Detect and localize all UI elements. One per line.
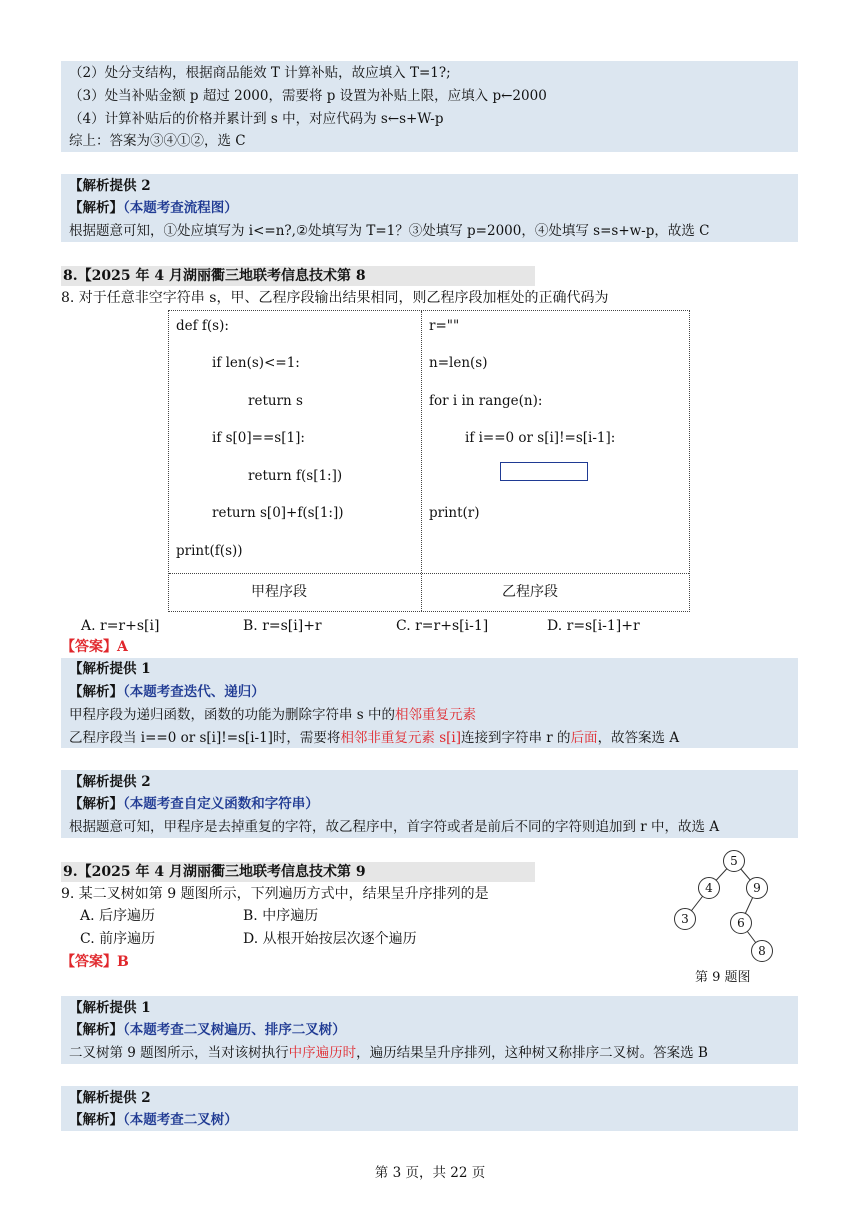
text-span: ，遍历结果呈升序排列，这种树又称排序二叉树。答案选 B (356, 1045, 708, 1061)
solution-line: 综上：答案为③④①②，选 C (69, 133, 246, 149)
tree-node: 9 (746, 877, 768, 899)
solution-line: （2）处分支结构，根据商品能效 T 计算补贴，故应填入 T=1?; (69, 65, 451, 81)
question-8-text: 8. 对于任意非空字符串 s，甲、乙程序段输出结果相同，则乙程序段加框处的正确代码为 (61, 290, 609, 306)
text-span: 二叉树第 9 题图所示，当对该树执行 (69, 1045, 289, 1061)
question-8-header: 8.【2025 年 4 月湖丽衢三地联考信息技术第 8 (61, 266, 535, 286)
q8-solution-1 (61, 658, 798, 748)
solution-label-line (69, 1021, 346, 1039)
page-footer: 第 3 页，共 22 页 (374, 1165, 486, 1181)
solution-line (69, 729, 679, 747)
left-code-line: if len(s)<=1: (212, 355, 300, 371)
tree-node: 6 (730, 912, 752, 934)
text-span: 甲程序段为递归函数，函数的功能为删除字符串 s 中的 (69, 707, 396, 723)
solution-label-line (69, 1111, 238, 1129)
solution-line (69, 1044, 708, 1062)
solution-topic: （本题考查二叉树遍历、排序二叉树） (123, 1022, 346, 1038)
solution-label: 【解析】 (69, 1112, 123, 1128)
text-span: 连接到字符串 r 的 (461, 730, 571, 746)
solution-label: 【解析】 (69, 684, 123, 700)
binary-tree-figure (668, 846, 778, 966)
text-span: 乙程序段当 i==0 or s[i]!=s[i-1]时，需要将 (69, 730, 341, 746)
q9-solution-2 (61, 1086, 798, 1131)
solution-label-line (69, 683, 265, 701)
solution-topic: （本题考查流程图） (123, 200, 238, 216)
option-b: B. 中序遍历 (243, 908, 319, 924)
left-code-line: print(f(s)) (176, 543, 243, 559)
left-code-line: return s (248, 393, 303, 409)
option-b: B. r=s[i]+r (243, 618, 322, 634)
solution-line: （4）计算补贴后的价格并累计到 s 中，对应代码为 s←s+W-p (69, 111, 444, 127)
solution-topic: （本题考查自定义函数和字符串） (123, 796, 319, 812)
code-table (168, 310, 690, 612)
tree-node: 4 (698, 877, 720, 899)
highlight-text: 后面 (570, 730, 598, 746)
solution-title: 【解析提供 1 (69, 1000, 151, 1016)
highlight-text: 相邻重复元素 (395, 707, 477, 723)
solution-topic: （本题考查迭代、递归） (123, 684, 265, 700)
solution-topic: （本题考查二叉树） (123, 1112, 238, 1128)
right-code-line: if i==0 or s[i]!=s[i-1]: (465, 430, 616, 446)
solution-label: 【解析】 (69, 200, 123, 216)
question-9-text: 9. 某二叉树如第 9 题图所示，下列遍历方式中，结果呈升序排列的是 (61, 886, 489, 902)
right-code-line: print(r) (429, 505, 480, 521)
tree-node: 5 (723, 850, 745, 872)
tree-node: 3 (674, 908, 696, 930)
solution-box-2 (61, 174, 798, 242)
solution-title: 【解析提供 1 (69, 661, 151, 677)
q8-solution-2 (61, 770, 798, 838)
solution-box-continued (61, 61, 798, 152)
question-9-answer: 【答案】B (61, 954, 129, 970)
q9-solution-1 (61, 996, 798, 1064)
option-d: D. r=s[i-1]+r (547, 618, 640, 634)
question-8-answer: 【答案】A (61, 639, 128, 655)
right-code-label: 乙程序段 (502, 584, 558, 600)
option-d: D. 从根开始按层次逐个遍历 (243, 931, 417, 947)
code-divider-horizontal (169, 573, 689, 574)
left-code-label: 甲程序段 (251, 584, 307, 600)
solution-title: 【解析提供 2 (69, 178, 151, 194)
solution-label: 【解析】 (69, 1022, 123, 1038)
code-divider-vertical (421, 311, 422, 611)
solution-body: 根据题意可知，①处应填写为 i<=n?,②处填写为 T=1？③处填写 p=2000，④处填写 s=s+w-p，故选 C (69, 223, 710, 239)
option-c: C. 前序遍历 (80, 931, 156, 947)
highlight-text: 相邻非重复元素 s[i] (340, 730, 462, 746)
right-code-line: for i in range(n): (429, 393, 543, 409)
answer-blank-box (500, 462, 588, 481)
left-code-line: return f(s[1:]) (248, 468, 343, 484)
option-c: C. r=r+s[i-1] (396, 618, 489, 634)
right-code-line: r="" (429, 318, 460, 334)
option-a: A. r=r+s[i] (81, 618, 160, 634)
figure-caption: 第 9 题图 (695, 970, 751, 985)
question-9-header: 9.【2025 年 4 月湖丽衢三地联考信息技术第 9 (61, 862, 535, 882)
left-code-line: if s[0]==s[1]: (212, 430, 305, 446)
highlight-text: 中序遍历时 (288, 1045, 357, 1061)
solution-line (69, 706, 476, 724)
solution-body: 根据题意可知，甲程序是去掉重复的字符，故乙程序中，首字符或者是前后不同的字符则追加到 r 中，故选 A (69, 819, 720, 835)
solution-title: 【解析提供 2 (69, 774, 151, 790)
left-code-line: def f(s): (176, 318, 229, 334)
tree-node: 8 (751, 940, 773, 962)
right-code-line: n=len(s) (429, 355, 488, 371)
solution-label-line (69, 199, 238, 217)
solution-label-line (69, 795, 319, 813)
solution-line: （3）处当补贴金额 p 超过 2000，需要将 p 设置为补贴上限，应填入 p←2000 (69, 88, 547, 104)
text-span: ，故答案选 A (597, 730, 680, 746)
left-code-line: return s[0]+f(s[1:]) (212, 505, 344, 521)
solution-label: 【解析】 (69, 796, 123, 812)
option-a: A. 后序遍历 (80, 908, 156, 924)
solution-title: 【解析提供 2 (69, 1090, 151, 1106)
